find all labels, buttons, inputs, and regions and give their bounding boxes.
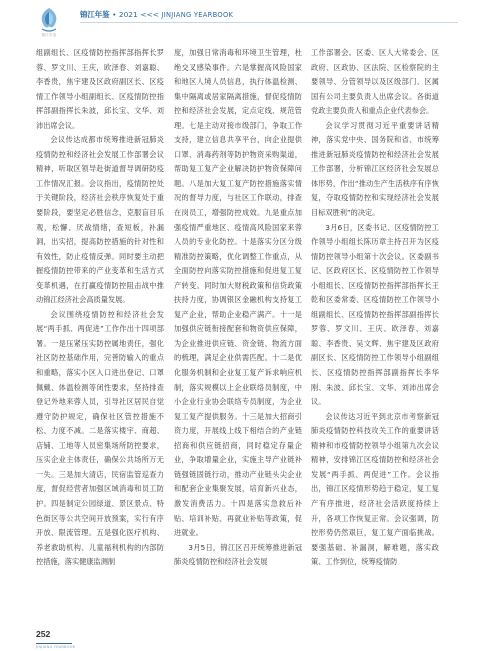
logo-caption: 锦江年鉴 bbox=[41, 33, 57, 37]
paragraph: 工作部署会。区委、区人大常委会、区政府、区政协、区法院、区检察院的主要领导、分管领导以及区级部门、区属国有公司主要负责人出席会议。各街道党政主要负责人和重点企业代表参会。 bbox=[311, 48, 439, 116]
text-column-1 bbox=[36, 46, 164, 621]
header-rule bbox=[80, 22, 458, 23]
yearbook-year: • 2021 bbox=[112, 10, 138, 19]
running-title bbox=[80, 9, 233, 20]
paragraph: 会议围绕疫情防控和经济社会发展“两手抓、两促进”工作作出十四项部署。一是压紧压实防控属地责任，强化社区防控基础作用，完善防输入的重点和重略，落实小区入口进出登记、口罩佩戴、体温检测等闭性要求，坚持排查登记外地来蓉人员，引导社区居民自觉遵守防护规定，确保社区管控措施不松、力度不减。二是落实楼宇、商超、店铺、工地等人员密集场所防控要求，压实企业主体责任，确保公共场所万无一失。三是加大清店，民宿监管巡查力度，督促经营者加强区域消毒和员工防护。四是制定公园绿道、景区景点、特色街区等公共空间开放预案，实行有序开放、限流管理。五是强化医疗机构、养老救助机构、儿童福利机构的内部防控措施，落实健康监测制 bbox=[36, 309, 164, 567]
yearbook-title: 锦江年鉴 bbox=[80, 10, 110, 19]
title-separator: <<< bbox=[140, 10, 159, 19]
paragraph: 度，加强日常消毒和环境卫生管理，杜绝交叉感染事件。六是掌握高风险国家和地区人境人员信息，执行体温检测、集中隔离或居家隔离措施，督促疫情防控和经济社会发展，定点定线、规范管理。七是主动对接市级部门，争取工作支持，建立信息共享平台，向企业提供口罩、消毒药剂等防护物资采购渠道，帮助复工复产企业解决防护物资保障问题。八是加大复工复产防控措施落实情况的督导力度，与社区工作联动，排查在岗员工，增强防控成效。九是重点加强疫情严重地区、疫情高风险国家来蓉人员的专业化防控。十是落实分区分级精准防控策略，优化调整工作重点，从全面防控向落实防控措施和促进复工复产转变。同时加大财税政策和信贷政策扶持力度，协调银区金融机构支持复工复产企业，帮助企业稳产满产。十一是加强供应链衔接配套和物资供应保障，为企业推进供应链、资金链、物流方面的梳理，满足企业供需匹配。十二是优化服务机制和企业复工复产诉求响应机制，落实规模以上企业联络员制度，中小企业行业协会联络专员制度，为企业复工复产提供服务。十三是加大招商引资力度，开展线上线下相结合的产业链招商和供应链招商，同时稳定存量企业，争取增量企业，实施主导产业链补链强链固链行动，推动产业链头尖企业和配套企业集聚发展，培育新兴业态，激发消费活力。十四是落实急救后补贴、培训补贴、再就业补贴等政策，促进就业。 bbox=[174, 48, 302, 538]
paragraph: 会议学习贯彻习近平重要讲话精神，落实党中央、国务院和省、市统筹推进新冠肺炎疫情防控和经济社会发展工作部署，分析锦江区经济社会发展总体形势，作出“推动生产生活秩序有序恢复，夺取疫情防控和实现经济社会发展目标双胜利”的决定。 bbox=[311, 120, 439, 218]
text-column-3 bbox=[311, 46, 439, 621]
text-column-2 bbox=[174, 46, 302, 621]
page-number: 252 bbox=[36, 629, 51, 639]
paragraph: 3月5日，锦江区召开统筹推进新冠肺炎疫情防控和经济社会发展 bbox=[174, 542, 302, 567]
footer-caption: JINJIANG YEARBOOK bbox=[36, 644, 76, 649]
paragraph: 3月6日，区委书记、区疫情防控工作领导小组组长陈历章主持召开为区疫情防控领导小组第十次会议。区委副书记、区政府区长、区疫情防控工作领导小组组长、区疫情防控指挥部指挥长王乾和区委常委、区疫情防控工作领导小组副组长、区疫情防控指挥部副指挥长罗蓉、罗文川、王庆、欧泽春、刘嘉聪、李香贵、吴文辉、焦宇建及区政府副区长、区疫情防控工作领导小组副组长、区疫情防控指挥部副指挥长李华刚、朱波、邱长宝、文华、刘沛出席会议。 bbox=[311, 222, 439, 407]
yearbook-title-en: JINJIANG YEARBOOK bbox=[161, 11, 234, 19]
paragraph: 会议传达习近平到北京市考察新冠肺炎疫情防控科技攻关工作的重要讲话精神和市疫情防控领导小组第九次会议精神，安排锦江区疫情防控和经济社会发展“两手抓、两促进”工作。会议指出，锦江区疫情形势趋于稳定，复工复产有序推进，经济社会活跃度持续上升，各项工作恢复正常。会议强调，防控形势仍然艰巨，复工复产面临挑战。要强基础、补漏洞，解难题，落实政策、工作到位，统筹疫情防 bbox=[311, 411, 439, 567]
paragraph: 会议传达成都市统筹推进新冠肺炎疫情防控和经济社会发展工作部署会议精神，听取区领导赴街道督导调研防疫工作情况汇报。会议指出，疫情防控处于关键阶段，经济社会秩序恢复处于重要阶段，要坚定必胜信念，克服盲目乐观，松懈、厌战情绪，查短板，补漏洞，出实招，提高防控措施的针对性和有效性，防止疫情反弹。同时要主动把握疫情防控带来的产业变革和生活方式变革机遇，在打赢疫情防控阻击战中推动锦江经济社会高质量发展。 bbox=[36, 135, 164, 305]
paragraph: 组副组长、区疫情防控指挥部指挥长罗蓉、罗文川、王庆，欧泽春、刘嘉聪、李香贵，焦宇建及区政府副区长、区疫情工作领导小组副组长、区疫情防控指挥部副指挥长朱波，邱长宝、文华、刘沛出席会议。 bbox=[36, 48, 164, 130]
running-header bbox=[0, 0, 480, 44]
